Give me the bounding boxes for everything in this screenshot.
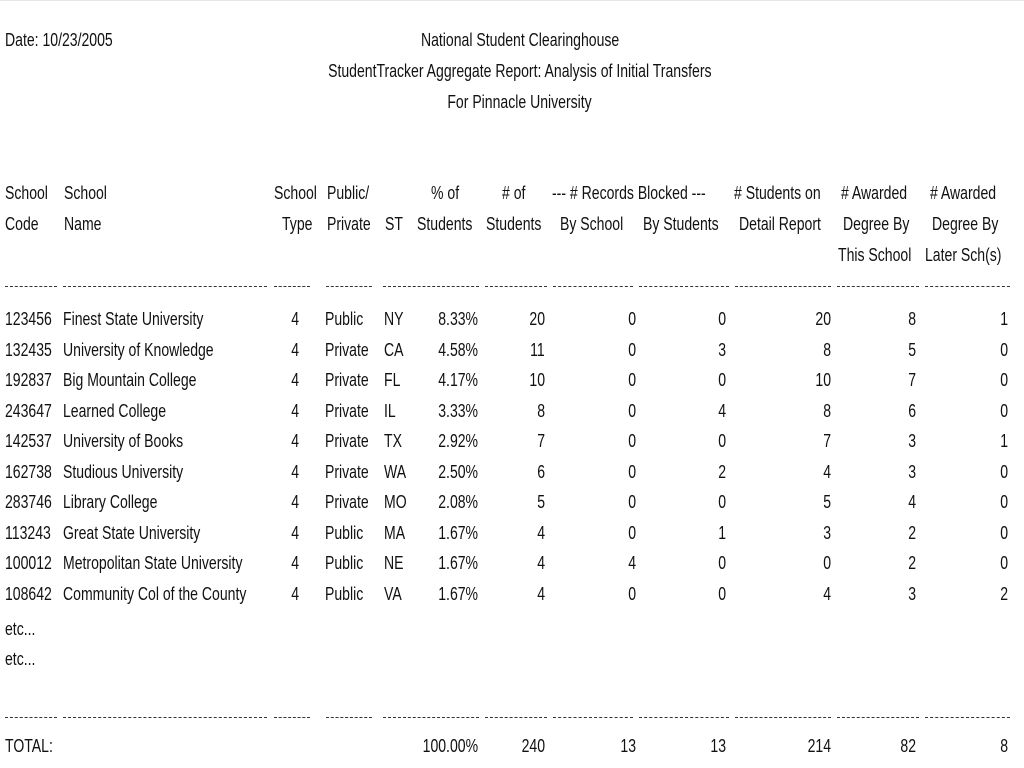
- cell-num-students: 4: [537, 583, 545, 604]
- cell-school-type: 4: [291, 370, 299, 390]
- header-awarded-this-line3: This School: [838, 245, 912, 265]
- total-later-schools: 8: [1000, 736, 1008, 756]
- total-by-school: 13: [620, 736, 636, 756]
- cell-awarded-this-school: 3: [908, 461, 916, 482]
- cell-detail-report: 8: [823, 339, 831, 360]
- cell-num-students: 6: [537, 461, 545, 482]
- cell-state: NE: [384, 553, 404, 573]
- cell-school-type: 4: [291, 400, 299, 421]
- cell-awarded-this-school: 2: [908, 522, 916, 543]
- cell-school-code: 132435: [5, 339, 52, 360]
- cell-school-name: Community Col of the County: [63, 583, 247, 604]
- report-institution: For Pinnacle University: [447, 92, 593, 112]
- cell-awarded-later-schools: 1: [1000, 431, 1008, 451]
- total-label: TOTAL:: [5, 736, 53, 756]
- cell-blocked-by-school: 0: [628, 400, 636, 421]
- header-detail-report-line1: # Students on: [734, 183, 821, 203]
- cell-state: MO: [384, 492, 407, 512]
- header-by-school: By School: [560, 214, 624, 234]
- cell-awarded-later-schools: 0: [1000, 370, 1008, 390]
- header-st: ST: [385, 214, 403, 234]
- cell-detail-report: 10: [815, 370, 831, 390]
- cell-detail-report: 7: [823, 431, 831, 451]
- cell-awarded-later-schools: 0: [1000, 553, 1008, 573]
- total-pct: 100.00%: [422, 736, 478, 756]
- cell-awarded-this-school: 4: [908, 492, 916, 512]
- cell-awarded-later-schools: 1: [1000, 309, 1008, 329]
- cell-blocked-by-school: 0: [628, 309, 636, 329]
- header-awarded-this-line1: # Awarded: [841, 183, 908, 203]
- header-pct-students-line2: Students: [417, 214, 473, 234]
- cell-blocked-by-school: 0: [628, 461, 636, 482]
- cell-school-name: University of Knowledge: [63, 339, 214, 360]
- cell-blocked-by-students: 0: [718, 553, 726, 573]
- cell-school-type: 4: [291, 492, 299, 512]
- total-by-students: 13: [710, 736, 726, 756]
- header-by-students: By Students: [643, 214, 719, 234]
- cell-school-code: 108642: [5, 583, 52, 604]
- cell-awarded-this-school: 6: [908, 400, 916, 421]
- cell-blocked-by-school: 0: [628, 431, 636, 451]
- header-num-students-line1: # of: [502, 183, 526, 203]
- cell-num-students: 8: [537, 400, 545, 421]
- cell-awarded-later-schools: 0: [1000, 339, 1008, 360]
- cell-school-type: 4: [291, 522, 299, 543]
- cell-school-type: 4: [291, 309, 299, 329]
- cell-pct-students: 4.17%: [438, 370, 478, 390]
- cell-pct-students: 1.67%: [438, 522, 478, 543]
- cell-school-name: Big Mountain College: [63, 370, 197, 390]
- cell-school-type: 4: [291, 553, 299, 573]
- cell-state: MA: [384, 522, 406, 543]
- header-records-blocked: --- # Records Blocked ---: [552, 183, 706, 203]
- header-school-code-line1: School: [5, 183, 48, 203]
- header-public-private-line1: Public/: [327, 183, 370, 203]
- cell-blocked-by-school: 0: [628, 370, 636, 390]
- cell-state: WA: [384, 461, 407, 482]
- cell-school-type: 4: [291, 583, 299, 604]
- cell-pct-students: 1.67%: [438, 553, 478, 573]
- total-num: 240: [521, 736, 545, 756]
- header-school-type-line2: Type: [282, 214, 313, 234]
- cell-state: CA: [384, 339, 404, 360]
- etc-line: etc...: [5, 619, 36, 639]
- cell-num-students: 4: [537, 553, 545, 573]
- cell-detail-report: 4: [823, 583, 831, 604]
- cell-detail-report: 3: [823, 522, 831, 543]
- header-awarded-later-line1: # Awarded: [930, 183, 997, 203]
- cell-blocked-by-students: 1: [718, 522, 726, 543]
- cell-detail-report: 4: [823, 461, 831, 482]
- cell-school-code: 142537: [5, 431, 52, 451]
- cell-state: FL: [384, 370, 401, 390]
- cell-state: IL: [384, 400, 396, 421]
- cell-blocked-by-students: 3: [718, 339, 726, 360]
- cell-blocked-by-students: 0: [718, 431, 726, 451]
- cell-school-code: 113243: [5, 522, 51, 543]
- cell-num-students: 10: [529, 370, 545, 390]
- header-school-name-line1: School: [64, 183, 107, 203]
- cell-num-students: 11: [530, 339, 545, 360]
- cell-pct-students: 4.58%: [438, 339, 478, 360]
- cell-school-name: Library College: [63, 492, 158, 512]
- header-awarded-this-line2: Degree By: [843, 214, 910, 234]
- header-awarded-later-line3: Later Sch(s): [925, 245, 1002, 265]
- cell-blocked-by-students: 0: [718, 583, 726, 604]
- cell-school-code: 243647: [5, 400, 52, 421]
- header-school-name-line2: Name: [64, 214, 102, 234]
- cell-school-code: 162738: [5, 461, 52, 482]
- report-date: Date: 10/23/2005: [5, 30, 113, 50]
- cell-blocked-by-school: 0: [628, 339, 636, 360]
- header-school-code-line2: Code: [5, 214, 39, 234]
- cell-blocked-by-students: 0: [718, 492, 726, 512]
- cell-num-students: 20: [529, 309, 545, 329]
- cell-pct-students: 2.50%: [438, 461, 478, 482]
- cell-state: VA: [384, 583, 402, 604]
- cell-detail-report: 5: [823, 492, 831, 512]
- cell-pct-students: 8.33%: [438, 309, 478, 329]
- cell-awarded-this-school: 3: [908, 583, 916, 604]
- cell-school-type: 4: [291, 431, 299, 451]
- cell-awarded-later-schools: 0: [1000, 522, 1008, 543]
- cell-blocked-by-school: 0: [628, 522, 636, 543]
- header-num-students-line2: Students: [486, 214, 542, 234]
- cell-awarded-this-school: 5: [908, 339, 916, 360]
- cell-school-name: Finest State University: [63, 309, 204, 329]
- header-awarded-later-line2: Degree By: [932, 214, 999, 234]
- cell-school-name: Great State University: [63, 522, 201, 543]
- cell-awarded-later-schools: 2: [1000, 583, 1008, 604]
- cell-blocked-by-students: 0: [718, 309, 726, 329]
- cell-blocked-by-students: 0: [718, 370, 726, 390]
- cell-public-private: Private: [325, 492, 369, 512]
- header-pct-students-line1: % of: [431, 183, 460, 203]
- header-detail-report-line2: Detail Report: [739, 214, 821, 234]
- page-top-border: [0, 0, 1024, 1]
- total-this-school: 82: [900, 736, 916, 756]
- cell-state: NY: [384, 309, 404, 329]
- cell-pct-students: 2.08%: [438, 492, 478, 512]
- report-subtitle: StudentTracker Aggregate Report: Analysis of Initial Transfers: [328, 61, 712, 81]
- report-title: National Student Clearinghouse: [420, 30, 620, 50]
- cell-detail-report: 0: [823, 553, 831, 573]
- cell-blocked-by-students: 2: [718, 461, 726, 482]
- cell-num-students: 7: [537, 431, 545, 451]
- cell-blocked-by-students: 4: [718, 400, 726, 421]
- cell-school-name: Learned College: [63, 400, 167, 421]
- cell-detail-report: 20: [815, 309, 831, 329]
- cell-public-private: Public: [325, 553, 364, 573]
- cell-school-code: 123456: [5, 309, 52, 329]
- cell-school-type: 4: [291, 461, 299, 482]
- cell-awarded-this-school: 3: [908, 431, 916, 451]
- cell-num-students: 4: [537, 522, 545, 543]
- cell-awarded-later-schools: 0: [1000, 492, 1008, 512]
- cell-pct-students: 3.33%: [438, 400, 478, 421]
- cell-awarded-this-school: 8: [908, 309, 916, 329]
- header-public-private-line2: Private: [327, 214, 371, 234]
- cell-awarded-later-schools: 0: [1000, 461, 1008, 482]
- cell-school-name: Studious University: [63, 461, 184, 482]
- cell-blocked-by-school: 4: [628, 553, 636, 573]
- cell-public-private: Private: [325, 370, 369, 390]
- cell-detail-report: 8: [823, 400, 831, 421]
- cell-public-private: Private: [325, 339, 369, 360]
- cell-state: TX: [384, 431, 402, 451]
- cell-public-private: Private: [325, 461, 369, 482]
- total-detail: 214: [807, 736, 831, 756]
- cell-school-type: 4: [291, 339, 299, 360]
- cell-public-private: Public: [325, 309, 364, 329]
- cell-school-code: 100012: [5, 553, 52, 573]
- cell-pct-students: 1.67%: [438, 583, 478, 604]
- cell-school-code: 283746: [5, 492, 52, 512]
- cell-blocked-by-school: 0: [628, 492, 636, 512]
- cell-awarded-this-school: 7: [908, 370, 916, 390]
- cell-public-private: Public: [325, 522, 364, 543]
- cell-school-name: University of Books: [63, 431, 184, 451]
- cell-school-code: 192837: [5, 370, 52, 390]
- header-school-type-line1: School: [274, 183, 317, 203]
- etc-line: etc...: [5, 649, 36, 669]
- cell-school-name: Metropolitan State University: [63, 553, 243, 573]
- cell-public-private: Private: [325, 431, 369, 451]
- cell-public-private: Private: [325, 400, 369, 421]
- cell-awarded-this-school: 2: [908, 553, 916, 573]
- cell-num-students: 5: [537, 492, 545, 512]
- cell-pct-students: 2.92%: [438, 431, 478, 451]
- cell-awarded-later-schools: 0: [1000, 400, 1008, 421]
- cell-public-private: Public: [325, 583, 364, 604]
- cell-blocked-by-school: 0: [628, 583, 636, 604]
